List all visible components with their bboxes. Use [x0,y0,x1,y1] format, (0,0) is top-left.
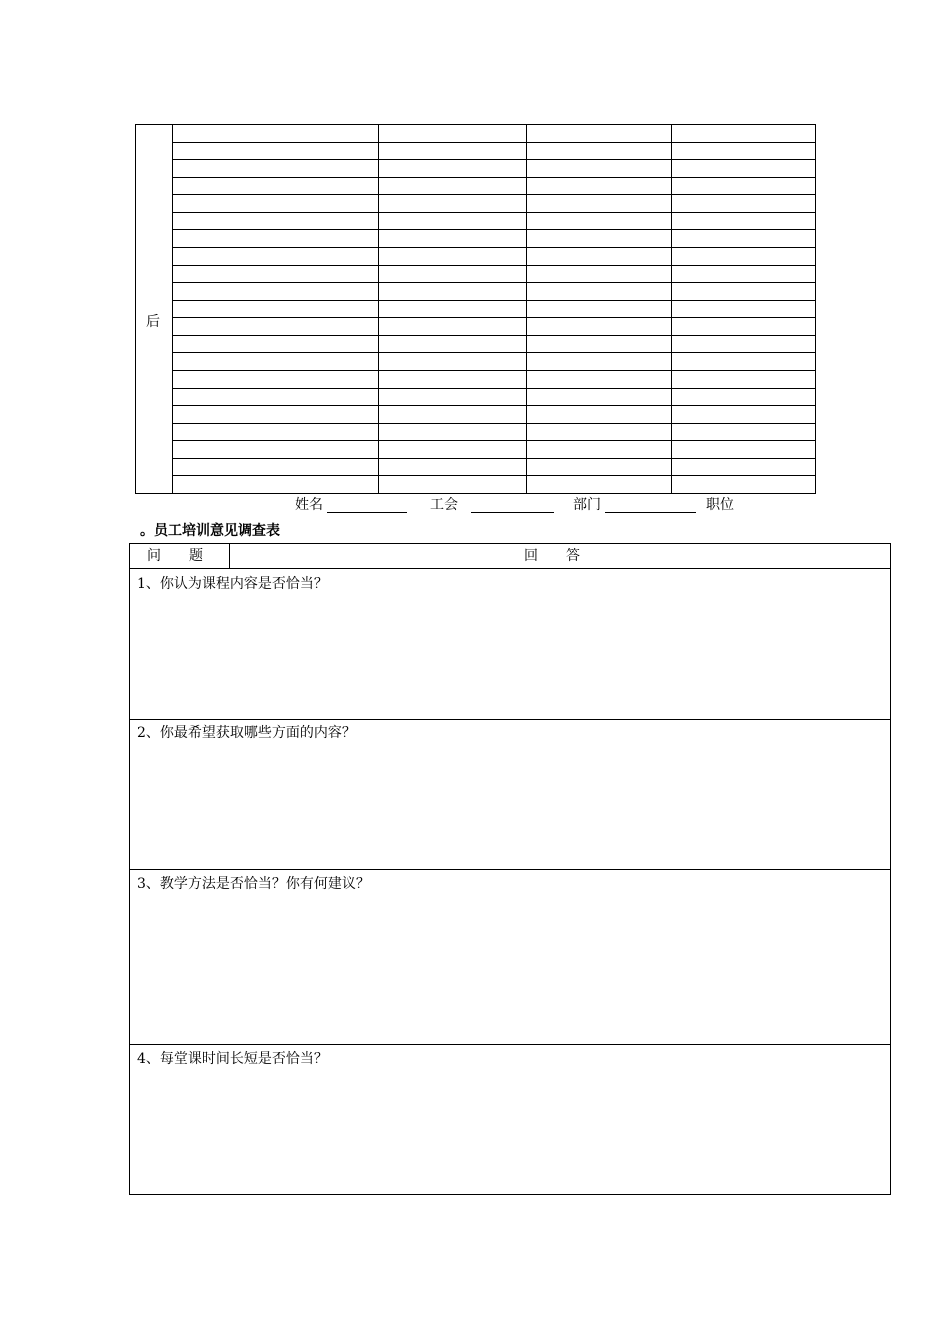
table-side-label: 后 [146,314,160,330]
table-row-line [172,159,816,160]
question-row-4[interactable] [130,1045,890,1194]
table-row-line [172,352,816,353]
table-row-line [172,300,816,301]
question-row-3[interactable] [130,870,890,1044]
table-row-line [172,212,816,213]
table-row-line [172,370,816,371]
question-row-2[interactable] [130,720,890,869]
table-row-line [172,423,816,424]
table-row-line [172,475,816,476]
question-1-text: 1、你认为课程内容是否恰当？ [137,576,328,592]
question-4-text: 4、每堂课时间长短是否恰当？ [137,1051,328,1067]
header-answer: 回 答 [524,548,580,564]
table-row-line [172,229,816,230]
survey-title: 。员工培训意见调查表 [140,523,280,539]
table-row-line [172,265,816,266]
table-row-line [172,177,816,178]
table-row-line [172,247,816,248]
table-row-line [172,317,816,318]
header-question: 问 题 [147,548,203,564]
table-row-line [172,142,816,143]
dept-label: 部门 [573,497,601,513]
question-row-1[interactable] [130,569,890,719]
table-row-line [172,388,816,389]
top-table [0,0,950,500]
signature-line [295,498,795,516]
table-row-line [172,194,816,195]
table-row-line [172,282,816,283]
union-blank[interactable] [471,512,554,513]
name-blank[interactable] [327,512,407,513]
question-2-text: 2、你最希望获取哪些方面的内容？ [137,725,356,741]
table-row-line [172,440,816,441]
position-label: 职位 [706,497,734,513]
table-row-line [172,335,816,336]
dept-blank[interactable] [605,512,696,513]
question-3-text: 3、教学方法是否恰当？你有何建议？ [137,876,370,892]
table-row-line [172,458,816,459]
table-row-line [172,405,816,406]
union-label: 工会 [430,497,458,513]
name-label: 姓名 [295,497,323,513]
